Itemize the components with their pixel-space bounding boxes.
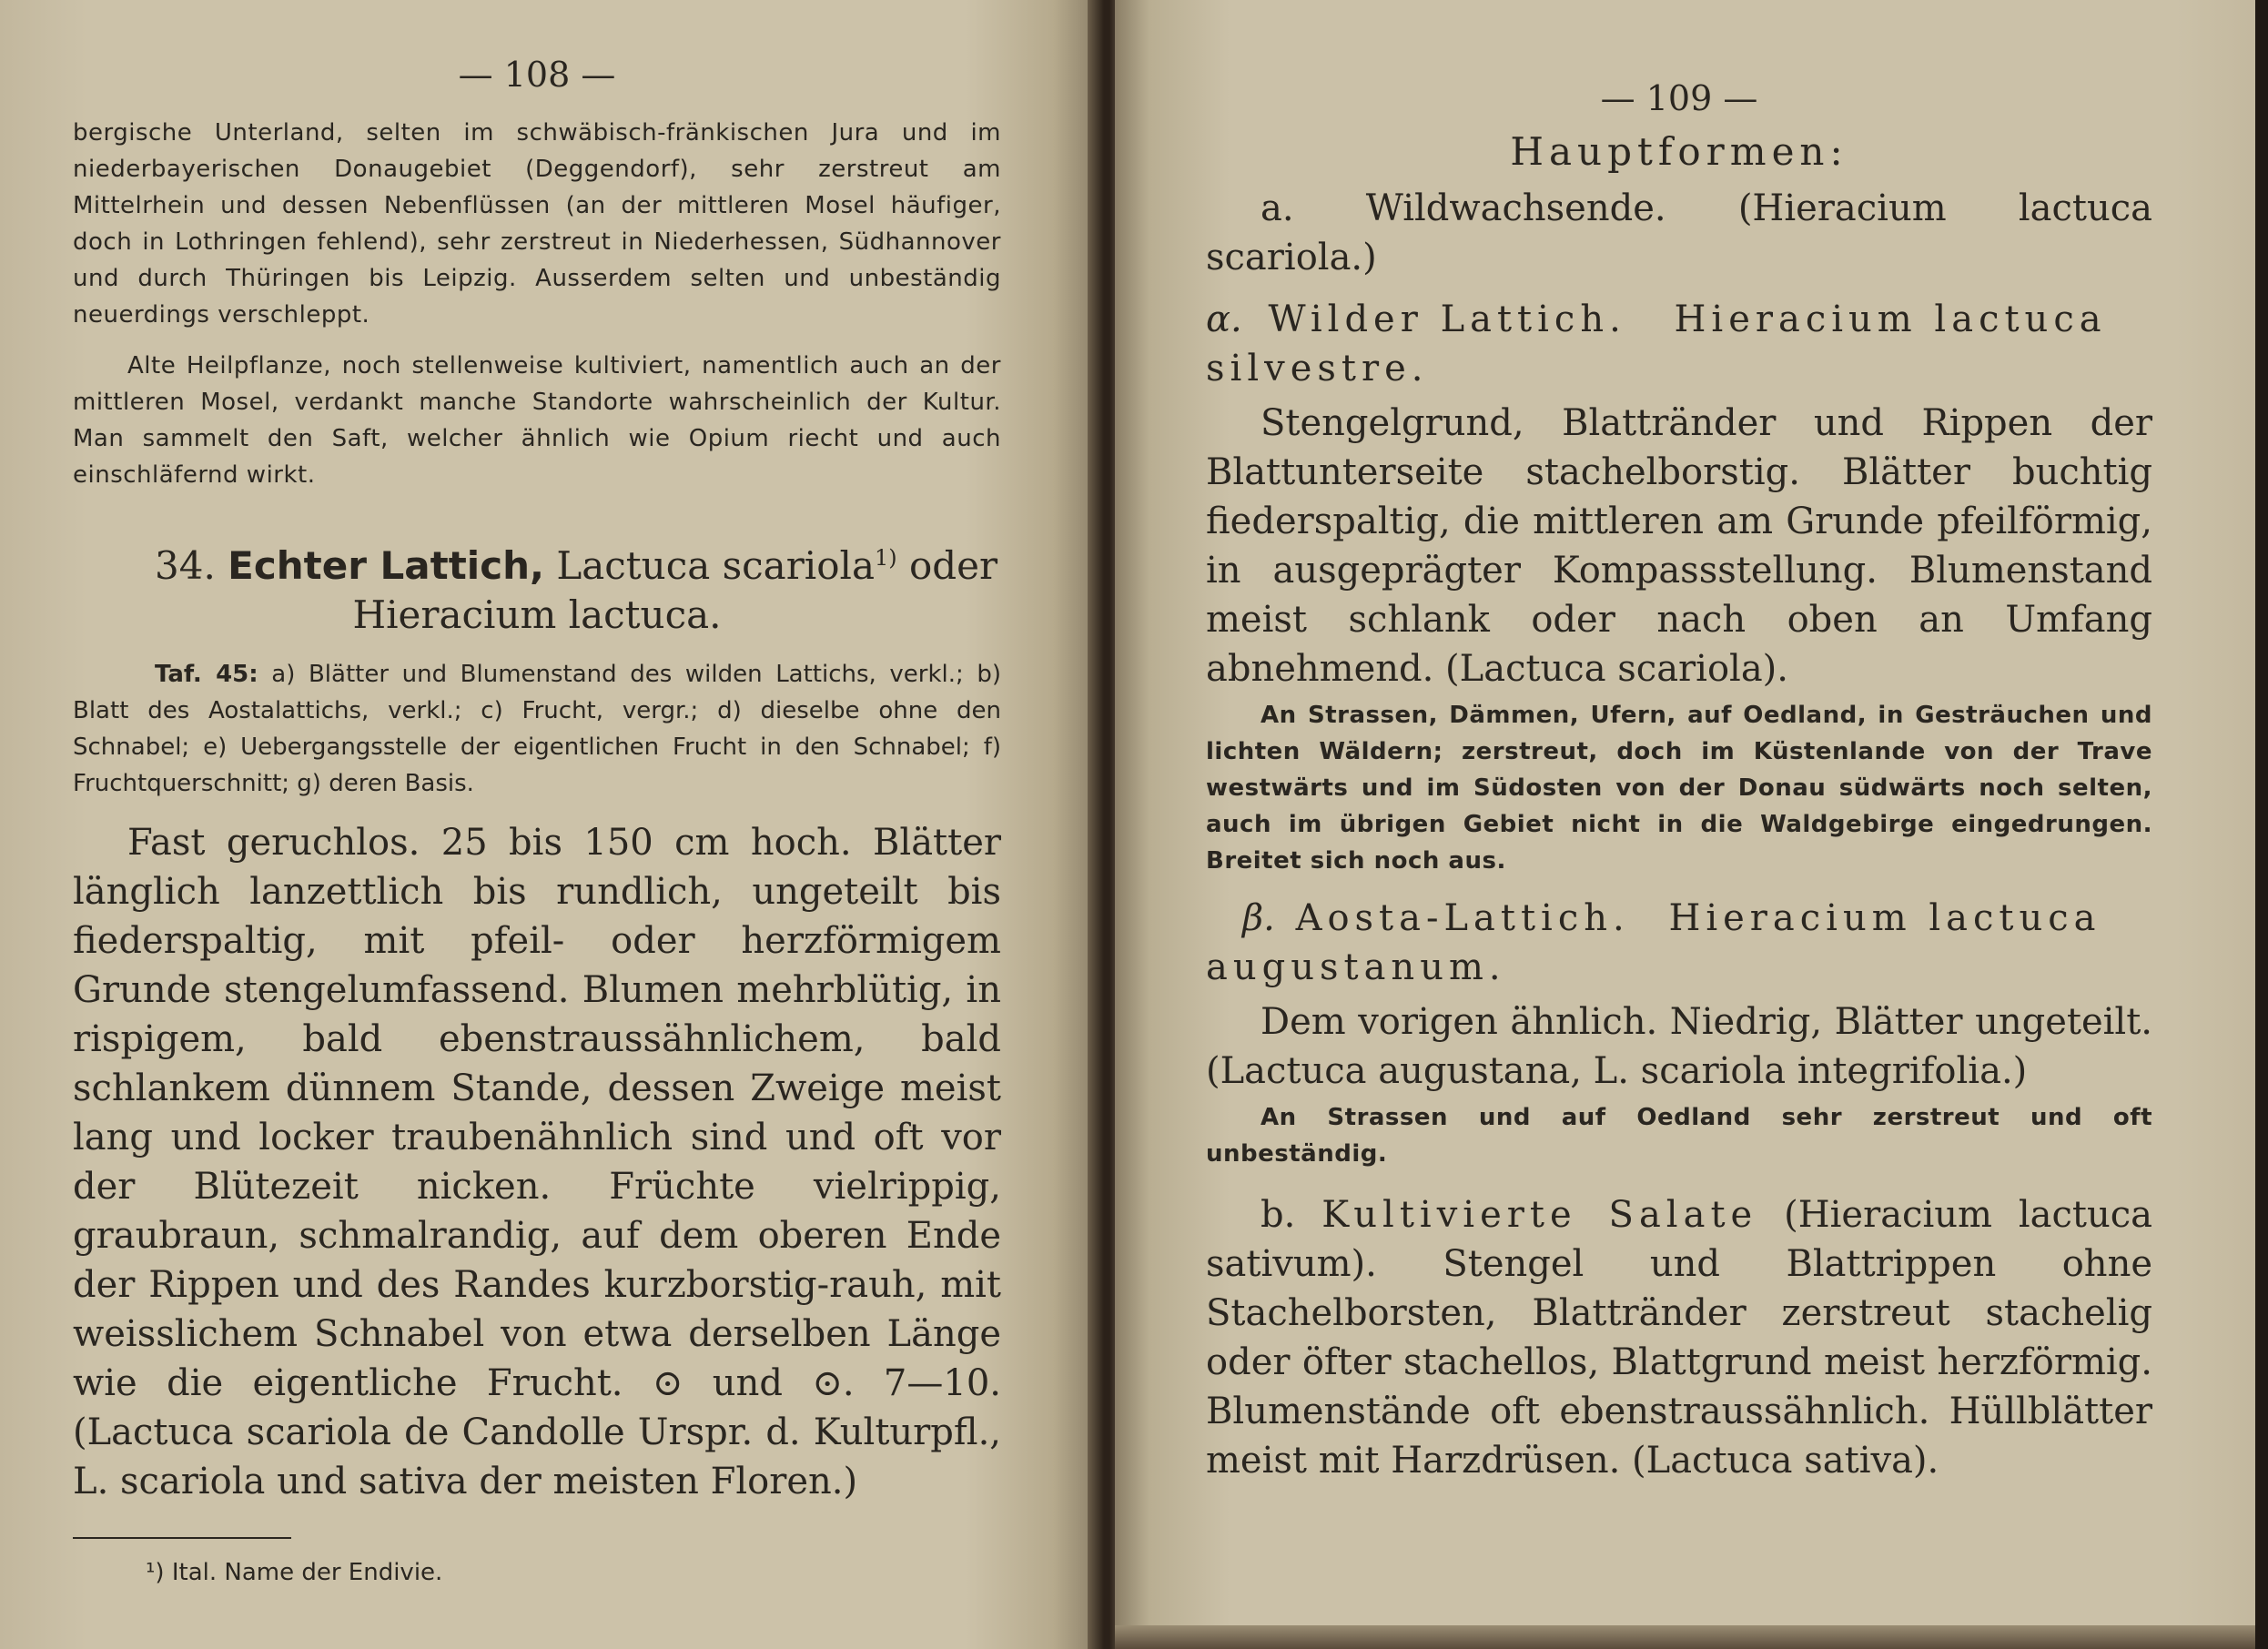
- alpha-distribution: An Strassen, Dämmen, Ufern, auf Oedland, in Gesträuchen und lichten Wäldern; zerstreut, doch im Küstenlande von der Trave westwärts und im Südosten von der Donau südwärts noch selten, auch im übrigen Gebiet nicht in die Waldgebirge eingedrungen. Breitet sich noch aus.: [1206, 702, 2152, 875]
- species-heading-or: oder: [909, 543, 998, 588]
- page-number-109: — 109 —: [1600, 78, 1758, 118]
- page-number-108: — 108 —: [458, 55, 616, 95]
- plate-caption: [73, 656, 1001, 802]
- beta-heading: [1206, 894, 2152, 992]
- book-right-edge: [2255, 0, 2268, 1649]
- beta-common-name: Aosta-Lattich.: [1295, 897, 1630, 939]
- cultivated-name: Kultivierte Salate: [1321, 1194, 1758, 1236]
- beta-marker: β.: [1242, 897, 1275, 939]
- plate-label: Taf. 45:: [155, 661, 258, 688]
- species-heading-synonym: Hieracium lactuca.: [352, 592, 722, 637]
- alpha-common-name: Wilder Lattich.: [1268, 298, 1626, 340]
- species-latin-name: Lactuca scariola: [556, 543, 875, 588]
- species-description: Fast geruchlos. 25 bis 150 cm hoch. Blätter länglich lanzettlich bis rundlich, ungeteilt bis fiederspaltig, mit pfeil- oder herzförmigem Grunde stengelumfassend. Blumen mehrblütig, in rispigem, bald ebenstraussähnlichem, bald schlankem dünnem Stande, dessen Zweige meist lang und locker traubenähnlich sind und oft vor der Blütezeit nicken. Früchte vielrippig, graubraun, schmalrandig, auf dem oberen Ende der Rippen und des Randes kurzborstig-rauh, mit weisslichem Schnabel von etwa derselben Länge wie die eigentliche Frucht. ⊙ und ⊙. 7—10. (Lactuca scariola de Candolle Urspr. d. Kulturpfl., L. scariola und sativa der meisten Floren.): [73, 822, 1001, 1502]
- species-number: 34.: [155, 543, 216, 588]
- right-page: [1115, 0, 2268, 1649]
- alpha-description: Stengelgrund, Blattränder und Rippen der Blattunterseite stachelborstig. Blätter buchtig fiederspaltig, die mittleren am Grunde pfeilförmig, in ausgeprägter Kompassstellung. Blumenstand meist schlank oder nach oben an Umfang abnehmend. (Lactuca scariola).: [1206, 402, 2152, 690]
- cultivated-marker: b.: [1261, 1194, 1296, 1236]
- page-bottom-edge: [1115, 1625, 2268, 1649]
- species-common-name: Echter Lattich,: [228, 543, 544, 588]
- left-page-content: [73, 55, 1001, 1586]
- wild-forms-intro: a. Wildwachsende. (Hieracium lactuca scariola.): [1206, 187, 2152, 278]
- usage-paragraph: Alte Heilpflanze, noch stellenweise kultiviert, namentlich auch an der mittleren Mosel, verdankt manche Standorte wahrscheinlich der Kultur. Man sammelt den Saft, welcher ähnlich wie Opium riecht und auch einschläfernd wirkt.: [73, 352, 1001, 489]
- beta-distribution: An Strassen und auf Oedland sehr zerstreut und oft unbeständig.: [1206, 1104, 2152, 1168]
- alpha-marker: α.: [1206, 298, 1242, 340]
- beta-description: Dem vorigen ähnlich. Niedrig, Blätter ungeteilt. (Lactuca augustana, L. scariola integrifolia.): [1206, 1001, 2152, 1092]
- distribution-paragraph: bergische Unterland, selten im schwäbisch-fränkischen Jura und im niederbayerischen Donaugebiet (Deggendorf), sehr zerstreut am Mittelrhein und dessen Nebenflüssen (an der mittleren Mosel häufiger, doch in Lothringen fehlend), sehr zerstreut in Niederhessen, Südhannover und durch Thüringen bis Leipzig. Ausserdem selten und unbeständig neuerdings verschleppt.: [73, 119, 1001, 329]
- footnote-reference: 1): [875, 545, 897, 571]
- right-page-content: [1206, 78, 2152, 1485]
- main-forms-heading: Hauptformen:: [1510, 129, 1848, 174]
- cultivated-section: [1206, 1190, 2152, 1485]
- cultivated-description: (Hieracium lactuca sativum). Stengel und Blattrippen ohne Stachelborsten, Blattränder zerstreut stachelig oder öfter stachellos, Blattgrund meist herzförmig. Blumenstände oft ebenstraussähnlich. Hüllblätter meist mit Harzdrüsen. (Lactuca sativa).: [1206, 1194, 2152, 1482]
- footnote-rule: [73, 1537, 291, 1539]
- species-heading: [73, 533, 1001, 591]
- footnote: ¹) Ital. Name der Endivie.: [146, 1559, 443, 1586]
- alpha-latin-name: Hieracium lactuca silvestre.: [1206, 298, 2107, 389]
- left-page: [0, 0, 1097, 1649]
- alpha-heading: [1206, 295, 2152, 393]
- plate-caption-text: a) Blätter und Blumenstand des wilden Lattichs, verkl.; b) Blatt des Aostalattichs, verkl.; c) Frucht, vergr.; d) dieselbe ohne den Schnabel; e) Uebergangsstelle der eigentlichen Frucht in den Schnabel; f) Fruchtquerschnitt; g) deren Basis.: [73, 661, 1002, 797]
- beta-latin-name: Hieracium lactuca augustanum.: [1206, 897, 2101, 988]
